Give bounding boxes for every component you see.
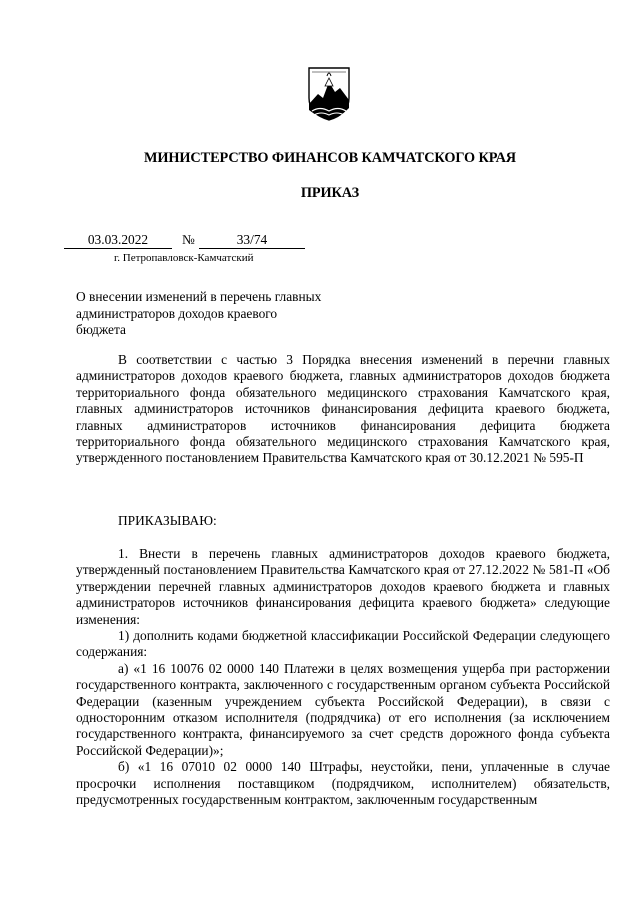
city-name: г. Петропавловск-Камчатский (114, 252, 254, 264)
order-item: б) «1 16 07010 02 0000 140 Штрафы, неустойки, пени, уплаченные в случае просрочки исполнения поставщиком (подрядчиком, исполнителем) обязательств, предусмотренных государственным контрактом, заключенным государственным (76, 759, 610, 808)
order-word: ПРИКАЗЫВАЮ: (118, 513, 217, 528)
order-item: 1) дополнить кодами бюджетной классификации Российской Федерации следующего содержания: (76, 628, 610, 660)
kamchatka-coat-of-arms-icon (306, 64, 352, 122)
order-date: 03.03.2022 (64, 232, 172, 249)
order-number: 33/74 (199, 232, 305, 249)
document-type-title: ПРИКАЗ (300, 185, 360, 201)
preamble-block (76, 352, 610, 467)
order-subject: О внесении изменений в перечень главных администраторов доходов краевого бюджета (76, 289, 322, 338)
preamble-paragraph: В соответствии с частью 3 Порядка внесения изменений в перечни главных администраторов доходов краевого бюджета, главных администраторов доходов бюджета территориального фонда обязательного медицинского страхования Камчатского края, главных администраторов источников финансирования дефицита краевого бюджета, главных администраторов источников финансирования дефицита бюджета территориального фонда обязательного медицинского страхования Камчатского края, утвержденного постановлением Правительства Камчатского края от 30.12.2021 № 595-П (76, 352, 610, 466)
order-item: а) «1 16 10076 02 0000 140 Платежи в целях возмещения ущерба при расторжении государственного контракта, заключенного с государственным органом субъекта Российской Федерации (казенным учреждением субъекта Российской Федерации), в связи с односторонним отказом исполнителя (подрядчика) от его исполнения (за исключением государственного контракта, финансируемого за счет средств дорожного фонда субъекта Российской Федерации)»; (76, 660, 610, 758)
order-item: 1. Внести в перечень главных администраторов доходов краевого бюджета, утвержденный постановлением Правительства Камчатского края от 27.12.2022 № 581-П «Об утверждении перечней главных администраторов доходов краевого бюджета и главных администраторов источников финансирования дефицита краевого бюджета» следующие изменения: (76, 546, 610, 627)
number-sign: № (182, 232, 195, 247)
order-items-block (76, 546, 610, 809)
ministry-title: МИНИСТЕРСТВО ФИНАНСОВ КАМЧАТСКОГО КРАЯ (143, 150, 517, 166)
